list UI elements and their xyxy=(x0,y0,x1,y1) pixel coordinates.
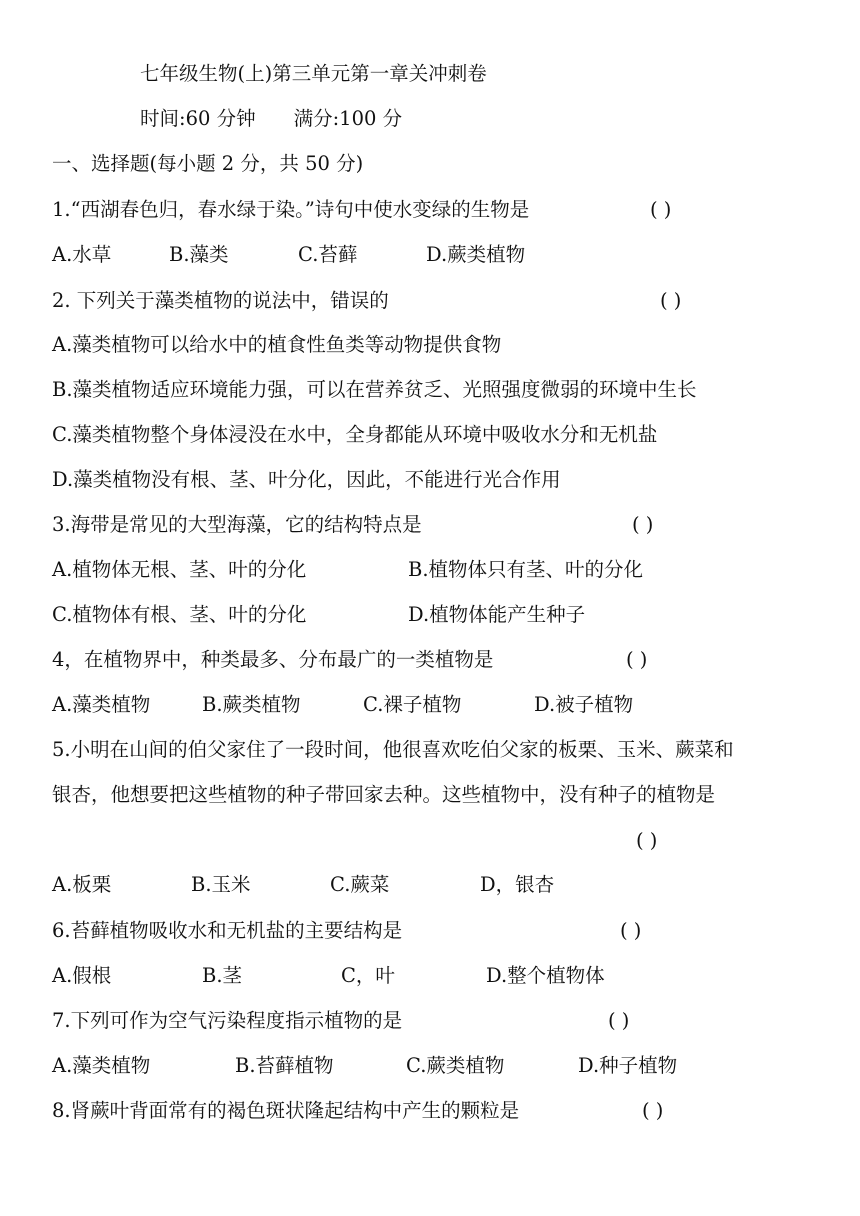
question-7 xyxy=(52,1007,822,1035)
question-4 xyxy=(52,646,822,674)
question-stem: 1.“西湖春色归，春水绿于染。”诗句中使水变绿的生物是 xyxy=(52,198,530,221)
option-b: B.苔藓植物 xyxy=(235,1054,334,1077)
option-d: D，银杏 xyxy=(480,873,555,896)
option-c: C.苔藓 xyxy=(298,243,358,266)
question-6 xyxy=(52,917,822,945)
answer-bracket: ( ) xyxy=(660,289,682,312)
question-stem: 5.小明在山间的伯父家住了一段时间，他很喜欢吃伯父家的板栗、玉米、蕨菜和 xyxy=(52,738,734,761)
answer-bracket: ( ) xyxy=(632,513,654,536)
question-stem: 6.苔藓植物吸收水和无机盐的主要结构是 xyxy=(52,919,403,942)
question-2-option-c xyxy=(52,421,822,449)
question-5-options xyxy=(52,871,822,899)
question-stem: 3.海带是常见的大型海藻，它的结构特点是 xyxy=(52,513,422,536)
question-5-line-2 xyxy=(52,781,822,809)
option-d: D.蕨类植物 xyxy=(426,243,526,266)
question-8 xyxy=(52,1097,822,1125)
option-c: C.裸子植物 xyxy=(363,693,462,716)
answer-bracket: ( ) xyxy=(608,1009,630,1032)
answer-bracket: ( ) xyxy=(620,919,642,942)
option-a: A.藻类植物 xyxy=(52,1054,151,1077)
question-stem: 7.下列可作为空气污染程度指示植物的是 xyxy=(52,1009,403,1032)
question-stem: 2. 下列关于藻类植物的说法中，错误的 xyxy=(52,289,389,312)
question-3-options-ab xyxy=(52,556,822,584)
answer-bracket: ( ) xyxy=(626,648,648,671)
option-b: B.蕨类植物 xyxy=(202,693,301,716)
option-a: A.植物体无根、茎、叶的分化 xyxy=(52,558,307,581)
option-c: C，叶 xyxy=(341,964,395,987)
question-3 xyxy=(52,511,822,539)
question-stem: 8.肾蕨叶背面常有的褐色斑状隆起结构中产生的颗粒是 xyxy=(52,1099,520,1122)
question-5-bracket-row xyxy=(52,827,822,855)
question-1-options xyxy=(52,241,822,269)
option-b: B.藻类植物适应环境能力强，可以在营养贫乏、光照强度微弱的环境中生长 xyxy=(52,378,697,401)
option-b: B.茎 xyxy=(202,964,243,987)
option-a: A.假根 xyxy=(52,964,112,987)
question-3-options-cd xyxy=(52,601,822,629)
section-heading: 一、选择题(每小题 2 分，共 50 分) xyxy=(52,152,364,175)
question-2-option-a xyxy=(52,331,822,359)
question-stem: 4，在植物界中，种类最多、分布最广的一类植物是 xyxy=(52,648,494,671)
option-d: D.藻类植物没有根、茎、叶分化，因此，不能进行光合作用 xyxy=(52,468,561,491)
question-5-line-1 xyxy=(52,736,822,764)
answer-bracket: ( ) xyxy=(642,1099,664,1122)
question-2-option-b xyxy=(52,376,822,404)
option-c: C.藻类植物整个身体浸没在水中，全身都能从环境中吸收水分和无机盐 xyxy=(52,423,658,446)
option-d: D.植物体能产生种子 xyxy=(408,603,586,626)
exam-title: 七年级生物(上)第三单元第一章关冲刺卷 xyxy=(140,62,487,85)
option-b: B.玉米 xyxy=(191,873,251,896)
option-a: A.藻类植物 xyxy=(52,693,151,716)
answer-bracket: ( ) xyxy=(636,829,658,852)
option-b: B.植物体只有茎、叶的分化 xyxy=(408,558,644,581)
option-d: D.整个植物体 xyxy=(486,964,605,987)
option-c: C.植物体有根、茎、叶的分化 xyxy=(52,603,307,626)
question-6-options xyxy=(52,962,822,990)
question-stem-continued: 银杏，他想要把这些植物的种子带回家去种。这些植物中，没有种子的植物是 xyxy=(52,783,716,806)
option-c: C.蕨类植物 xyxy=(406,1054,505,1077)
question-4-options xyxy=(52,691,822,719)
option-c: C.蕨菜 xyxy=(330,873,390,896)
option-b: B.藻类 xyxy=(169,243,229,266)
section-heading-row xyxy=(52,150,822,178)
question-7-options xyxy=(52,1052,822,1080)
question-2-option-d xyxy=(52,466,822,494)
question-2 xyxy=(52,287,822,315)
option-a: A.水草 xyxy=(52,243,112,266)
option-a: A.板栗 xyxy=(52,873,112,896)
option-d: D.被子植物 xyxy=(534,693,634,716)
exam-time: 时间:60 分钟 xyxy=(140,107,256,130)
answer-bracket: ( ) xyxy=(650,198,672,221)
exam-score: 满分:100 分 xyxy=(293,107,403,130)
exam-meta xyxy=(140,105,402,133)
question-1 xyxy=(52,196,822,224)
option-a: A.藻类植物可以给水中的植食性鱼类等动物提供食物 xyxy=(52,333,502,356)
option-d: D.种子植物 xyxy=(578,1054,678,1077)
